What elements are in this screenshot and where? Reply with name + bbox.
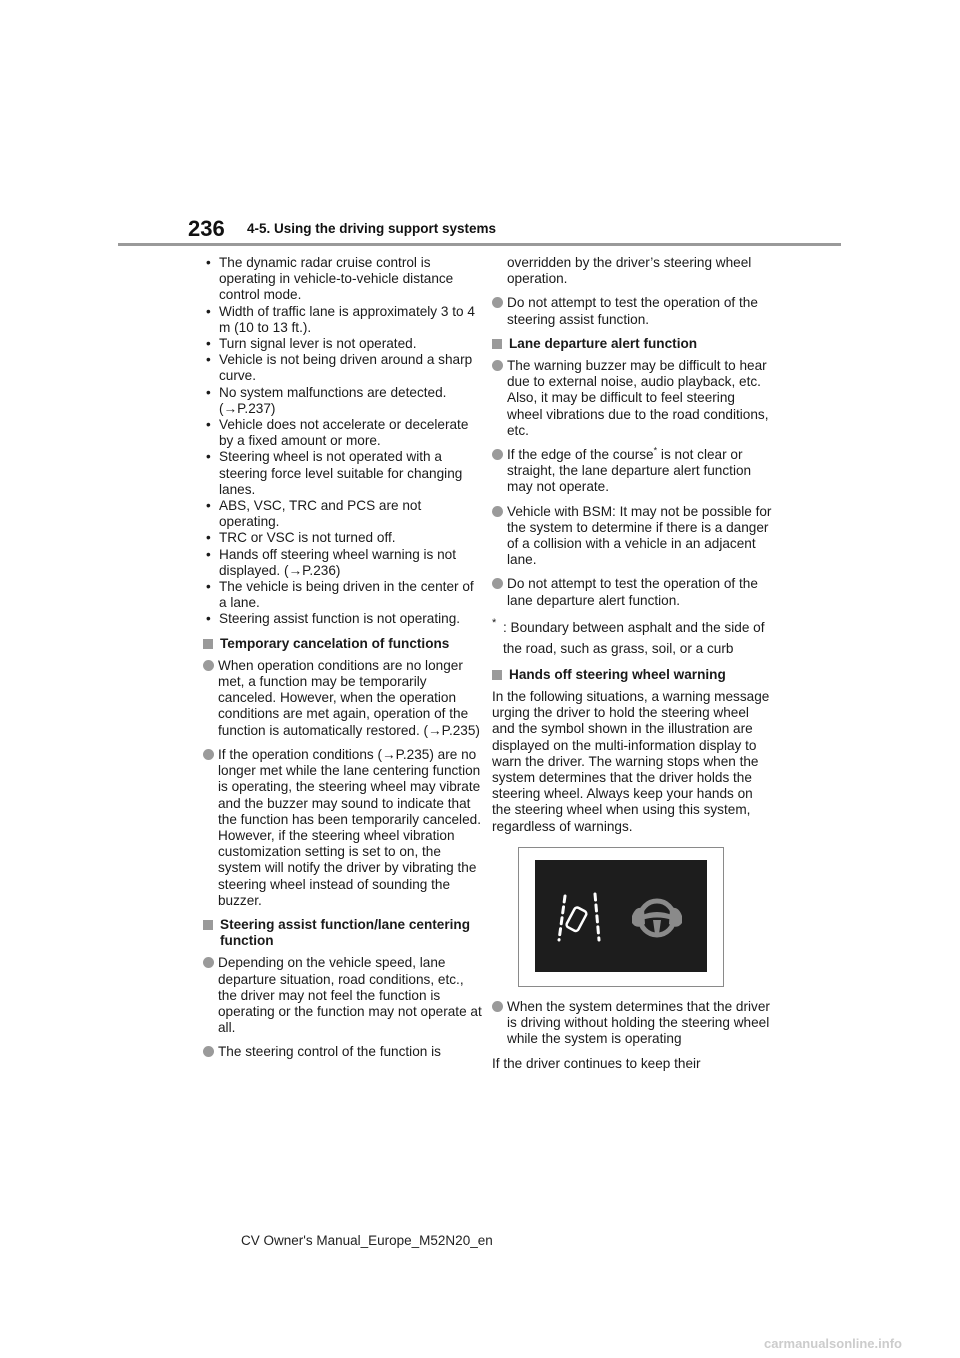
list-item: • Turn signal lever is not operated.	[203, 336, 483, 352]
steer-assist-continuation: overridden by the driver’s steering wheel operation.	[507, 255, 752, 287]
list-item: • Hands off steering wheel warning is not displayed. (→P.236)	[203, 547, 483, 579]
list-item: • Steering assist function is not operating.	[203, 611, 483, 627]
list-item: • ABS, VSC, TRC and PCS are not operating.	[203, 498, 483, 530]
list-item: • Vehicle is not being driven around a sharp curve.	[203, 352, 483, 384]
circle-bullet-icon	[492, 449, 503, 460]
list-item: • Steering wheel is not operated with a steering force level suitable for changing lanes.	[203, 449, 483, 498]
circle-bullet-icon	[203, 957, 214, 968]
temp-cancel-heading: Temporary cancelation of functions	[203, 636, 483, 652]
circle-bullet-icon	[203, 1046, 214, 1057]
hands-off-para-1: When the system determines that the driver is driving without holding the steering wheel while the system is operating	[492, 999, 772, 1048]
circle-bullet-icon	[203, 749, 214, 760]
circle-bullet-icon	[492, 360, 503, 371]
list-item: • The dynamic radar cruise control is operating in vehicle-to-vehicle distance control mode.	[203, 255, 483, 304]
list-item: • Vehicle does not accelerate or decelerate by a fixed amount or more.	[203, 417, 483, 449]
section-title: 4-5. Using the driving support systems	[247, 221, 497, 236]
circle-bullet-icon	[492, 1001, 503, 1012]
header-divider	[118, 243, 841, 246]
steer-assist-para-1: Depending on the vehicle speed, lane departure situation, road conditions, etc., the driver may not feel the function is operating or the function may not operate at all.	[203, 955, 483, 1036]
circle-bullet-icon	[203, 660, 214, 671]
list-item: • TRC or VSC is not turned off.	[203, 530, 483, 546]
hands-off-heading: Hands off steering wheel warning	[492, 667, 772, 683]
list-item: • Width of traffic lane is approximately 3 to 4 m (10 to 13 ft.).	[203, 304, 483, 336]
steer-assist-heading: Steering assist function/lane centering function	[203, 917, 483, 949]
operation-conditions-list	[203, 255, 483, 628]
square-bullet-icon	[492, 670, 502, 680]
watermark: carmanualsonline.info	[764, 1336, 902, 1351]
lane-alert-heading: Lane departure alert function	[492, 336, 772, 352]
lane-alert-para-3: Vehicle with BSM: It may not be possible for the system to determine if there is a danger of a collision with a vehicle in an adjacent lane.	[492, 504, 772, 569]
lane-alert-para-1: The warning buzzer may be difficult to hear due to external noise, audio playback, etc. Also, it may be difficult to feel steering wheel vibrations due to the road conditions, etc.	[492, 358, 772, 439]
footnote: * : Boundary between asphalt and the side of the road, such as grass, soil, or a curb	[492, 617, 772, 659]
multi-information-display	[535, 860, 707, 972]
hands-off-para-2: If the driver continues to keep their	[492, 1055, 701, 1071]
display-illustration	[518, 847, 724, 987]
temp-cancel-para-2: If the operation conditions (→P.235) are no longer met while the lane centering function is operating, the steering wheel may vibrate and the buzzer may sound to indicate that the function has been temporarily canceled. However, if the steering wheel vibration customization setting is set to on, the system will notify the driver by vibrating the steering wheel instead of sounding the buzzer.	[203, 747, 483, 909]
lane-alert-para-4: Do not attempt to test the operation of the lane departure alert function.	[492, 576, 772, 608]
hands-off-intro: In the following situations, a warning message urging the driver to hold the steering wheel and the symbol shown in the illustration are displayed on the multi-information display to warn the driver. The warning stops when the system determines that the driver holds the steering wheel. Always keep your hands on the steering wheel when using this system, regardless of warnings.	[492, 689, 770, 834]
left-column	[203, 255, 483, 1069]
steer-assist-para-2: The steering control of the function is	[203, 1044, 483, 1060]
lane-departure-icon	[559, 894, 599, 940]
page-number: 236	[188, 216, 225, 241]
lane-alert-para-2: If the edge of the course* is not clear or straight, the lane departure alert function may not operate.	[492, 447, 772, 496]
footnote-marker: *	[653, 445, 658, 456]
circle-bullet-icon	[492, 578, 503, 589]
square-bullet-icon	[203, 639, 213, 649]
circle-bullet-icon	[492, 297, 503, 308]
display-graphic	[535, 860, 707, 972]
steering-wheel-hands-icon	[632, 901, 682, 935]
circle-bullet-icon	[492, 506, 503, 517]
test-steer-para: Do not attempt to test the operation of the steering assist function.	[492, 295, 772, 327]
square-bullet-icon	[203, 920, 213, 930]
temp-cancel-para-1: When operation conditions are no longer met, a function may be temporarily canceled. However, when the operation conditions are met again, operation of the function is automatically restored. (→P.235)	[203, 658, 483, 739]
list-item: • The vehicle is being driven in the center of a lane.	[203, 579, 483, 611]
square-bullet-icon	[492, 339, 502, 349]
footnote-mark: *	[492, 616, 497, 629]
manual-footer: CV Owner's Manual_Europe_M52N20_en	[241, 1233, 493, 1248]
right-column	[492, 255, 772, 1080]
list-item: • No system malfunctions are detected. (→P.237)	[203, 385, 483, 417]
